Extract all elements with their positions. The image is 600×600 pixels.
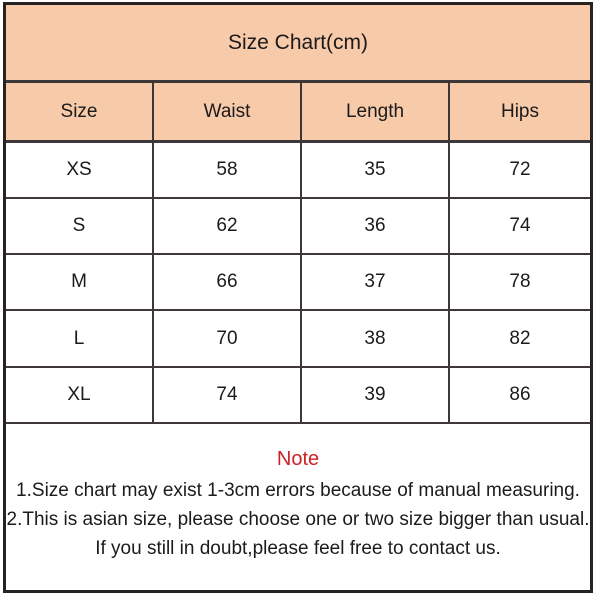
cell-xs-length: 35 — [300, 143, 448, 199]
cell-s-waist: 62 — [152, 199, 300, 255]
cell-xl-size: XL — [6, 368, 152, 424]
cell-m-length: 37 — [300, 255, 448, 311]
size-chart-grid — [6, 5, 590, 590]
note-line-3: If you still in doubt,please feel free to contact us. — [95, 537, 501, 559]
cell-s-length: 36 — [300, 199, 448, 255]
cell-s-hips: 74 — [448, 199, 590, 255]
cell-xl-waist: 74 — [152, 368, 300, 424]
column-header-hips: Hips — [448, 83, 590, 143]
chart-title: Size Chart(cm) — [6, 5, 590, 83]
note-line-1: 1.Size chart may exist 1-3cm errors because of manual measuring. — [16, 479, 580, 501]
column-header-size: Size — [6, 83, 152, 143]
cell-xl-length: 39 — [300, 368, 448, 424]
note-line-2: 2.This is asian size, please choose one or two size bigger than usual. — [6, 508, 590, 530]
note-section — [6, 424, 590, 590]
cell-m-size: M — [6, 255, 152, 311]
column-header-waist: Waist — [152, 83, 300, 143]
cell-l-size: L — [6, 311, 152, 368]
cell-l-length: 38 — [300, 311, 448, 368]
cell-xs-size: XS — [6, 143, 152, 199]
note-heading: Note — [276, 447, 320, 470]
cell-xs-hips: 72 — [448, 143, 590, 199]
cell-s-size: S — [6, 199, 152, 255]
cell-l-hips: 82 — [448, 311, 590, 368]
cell-l-waist: 70 — [152, 311, 300, 368]
size-chart-table — [3, 2, 593, 593]
cell-xl-hips: 86 — [448, 368, 590, 424]
cell-m-hips: 78 — [448, 255, 590, 311]
cell-m-waist: 66 — [152, 255, 300, 311]
cell-xs-waist: 58 — [152, 143, 300, 199]
column-header-length: Length — [300, 83, 448, 143]
